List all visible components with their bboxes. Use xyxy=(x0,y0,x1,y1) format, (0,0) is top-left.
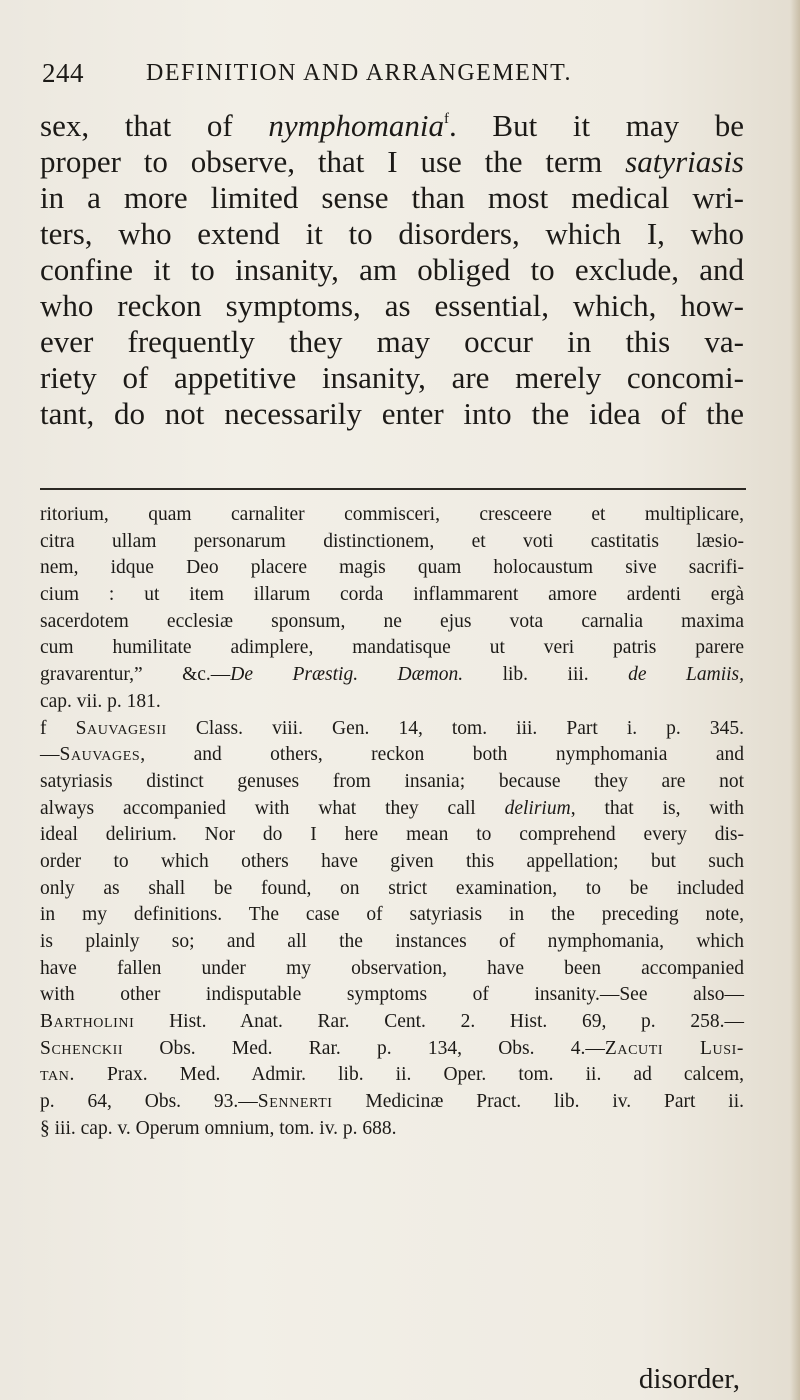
footnote-marker: f xyxy=(444,111,449,127)
note-line: § iii. cap. v. Operum omnium, tom. iv. p. 688. xyxy=(40,1117,397,1139)
note-line: order to which others have given this appellation; but such xyxy=(40,850,744,872)
note-line: Schenckii Obs. Med. Rar. p. 134, Obs. 4.—Zacuti Lusi- xyxy=(40,1037,744,1059)
note-line: sacerdotem ecclesiæ sponsum, ne ejus vota carnalia maxima xyxy=(40,610,744,632)
note-line: is plainly so; and all the instances of nymphomania, which xyxy=(40,931,744,952)
author-name: Zacuti Lusi- xyxy=(604,1037,744,1059)
note-line: ideal delirium. Nor do I here mean to comprehend every dis- xyxy=(40,824,744,846)
citation-title: de Lamiis, xyxy=(628,664,745,686)
main-text-line: ever frequently they may occur in this va- xyxy=(40,324,744,359)
main-text-line: confine it to insanity, am obliged to exclude, and xyxy=(40,252,744,287)
footnote-rule xyxy=(40,488,746,490)
main-text-line: riety of appetitive insanity, are merely concomi- xyxy=(40,360,744,395)
main-text-line: proper to observe, that I use the term satyriasis xyxy=(40,144,744,179)
note-line: Bartholini Hist. Anat. Rar. Cent. 2. Hist. 69, p. 258.— xyxy=(40,1011,744,1033)
footnote-marker: f xyxy=(40,717,76,739)
main-text xyxy=(40,108,744,432)
note-line: in my definitions. The case of satyriasis in the preceding note, xyxy=(40,904,744,926)
italic-term: delirium xyxy=(504,797,571,819)
note-line: have fallen under my observation, have been accompanied xyxy=(40,957,744,979)
note-line: cium : ut item illarum corda inflammarent amore ardenti ergà xyxy=(40,584,744,606)
note-line: satyriasis distinct genuses from insania; because they are not xyxy=(40,770,744,792)
note-line: citra ullam personarum distinctionem, et voti castitatis læsio- xyxy=(40,530,744,552)
citation-title: De Præstig. Dæmon. xyxy=(230,664,464,686)
author-name: Bartholini xyxy=(40,1011,135,1033)
page-number: 244 xyxy=(42,58,84,88)
author-name: Sennerti xyxy=(257,1091,333,1113)
author-name: Sauvagesii xyxy=(75,717,167,739)
author-name: tan. xyxy=(40,1064,75,1086)
note-line: cum humilitate adimplere, mandatisque ut veri patris parere xyxy=(40,637,744,659)
italic-term: nymphomania xyxy=(268,108,444,143)
note-line: —Sauvages, and others, reckon both nymphomania and xyxy=(40,744,744,766)
catchword: disorder, xyxy=(638,1363,740,1395)
note-line: only as shall be found, on strict examination, to be included xyxy=(40,877,744,899)
footnotes xyxy=(40,502,744,1143)
main-text-line: who reckon symptoms, as essential, which, how- xyxy=(40,288,744,323)
page-header xyxy=(42,58,742,98)
author-name: Sauvages xyxy=(59,744,141,766)
main-text-line: in a more limited sense than most medical wri- xyxy=(40,180,744,215)
note-line: f Sauvagesii Class. viii. Gen. 14, tom. iii. Part i. p. 345. xyxy=(40,717,744,739)
running-head: DEFINITION AND ARRANGEMENT. xyxy=(146,60,573,86)
note-line: with other indisputable symptoms of insanity.—See also— xyxy=(40,984,744,1006)
author-name: Schenckii xyxy=(40,1037,124,1059)
note-line: tan. Prax. Med. Admir. lib. ii. Oper. tom. ii. ad calcem, xyxy=(40,1064,744,1086)
note-line: nem, idque Deo placere magis quam holocaustum sive sacrifi- xyxy=(40,557,744,579)
main-text-line: ters, who extend it to disorders, which I, who xyxy=(40,216,744,251)
main-text-line: sex, that of nymphomania$^f$. But it may be xyxy=(40,108,744,143)
note-line: cap. vii. p. 181. xyxy=(40,690,161,712)
note-line: ritorium, quam carnaliter commisceri, cresceere et multiplicare, xyxy=(40,504,744,525)
page-edge-shadow xyxy=(790,0,800,1400)
note-line: always accompanied with what they call delirium, that is, with xyxy=(40,797,744,819)
italic-term: satyriasis xyxy=(625,144,744,179)
note-line: p. 64, Obs. 93.—Sennerti Medicinæ Pract. lib. iv. Part ii. xyxy=(40,1091,745,1113)
note-line: gravarentur,” &c.—De Præstig. Dæmon. lib. iii. de Lamiis, xyxy=(40,664,745,686)
main-text-line: tant, do not necessarily enter into the idea of the xyxy=(40,396,744,431)
